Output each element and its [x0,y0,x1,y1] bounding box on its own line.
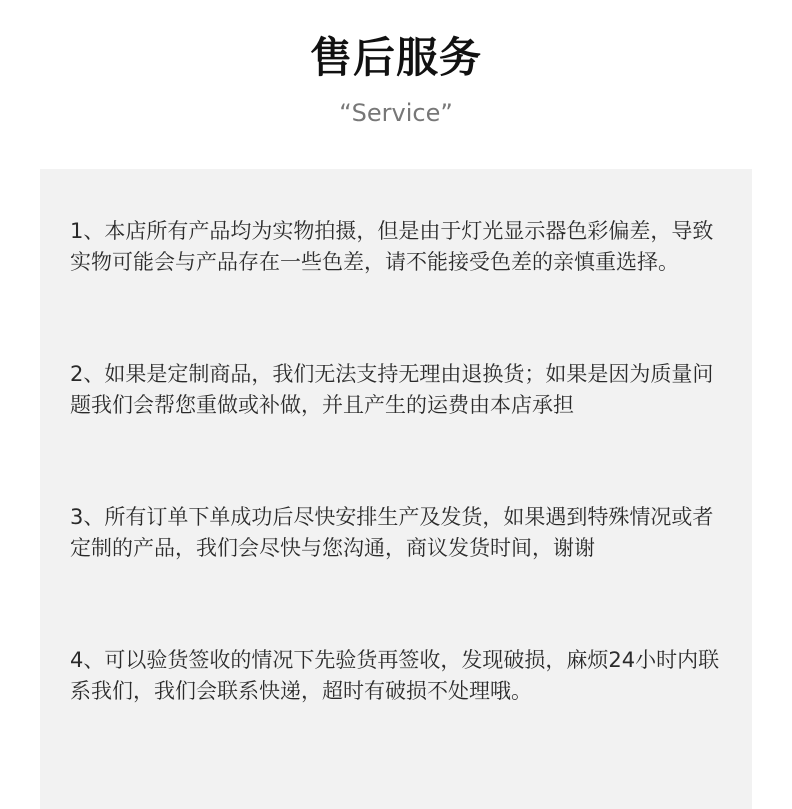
service-term-1: 1、本店所有产品均为实物拍摄，但是由于灯光显示器色彩偏差，导致实物可能会与产品存在一些色差，请不能接受色差的亲慎重选择。 [70,219,714,274]
service-term-3: 3、所有订单下单成功后尽快安排生产及发货，如果遇到特殊情况或者定制的产品，我们会尽快与您沟通，商议发货时间，谢谢 [70,505,714,560]
page-title: 售后服务 [309,33,482,82]
page-subtitle: “Service” [339,99,453,127]
service-terms-panel [40,169,752,809]
service-term-4: 4、可以验货签收的情况下先验货再签收，发现破损，麻烦24小时内联系我们，我们会联系快递，超时有破损不处理哦。 [70,648,720,703]
service-term-2: 2、如果是定制商品，我们无法支持无理由退换货；如果是因为质量问题我们会帮您重做或补做，并且产生的运费由本店承担 [70,362,714,417]
